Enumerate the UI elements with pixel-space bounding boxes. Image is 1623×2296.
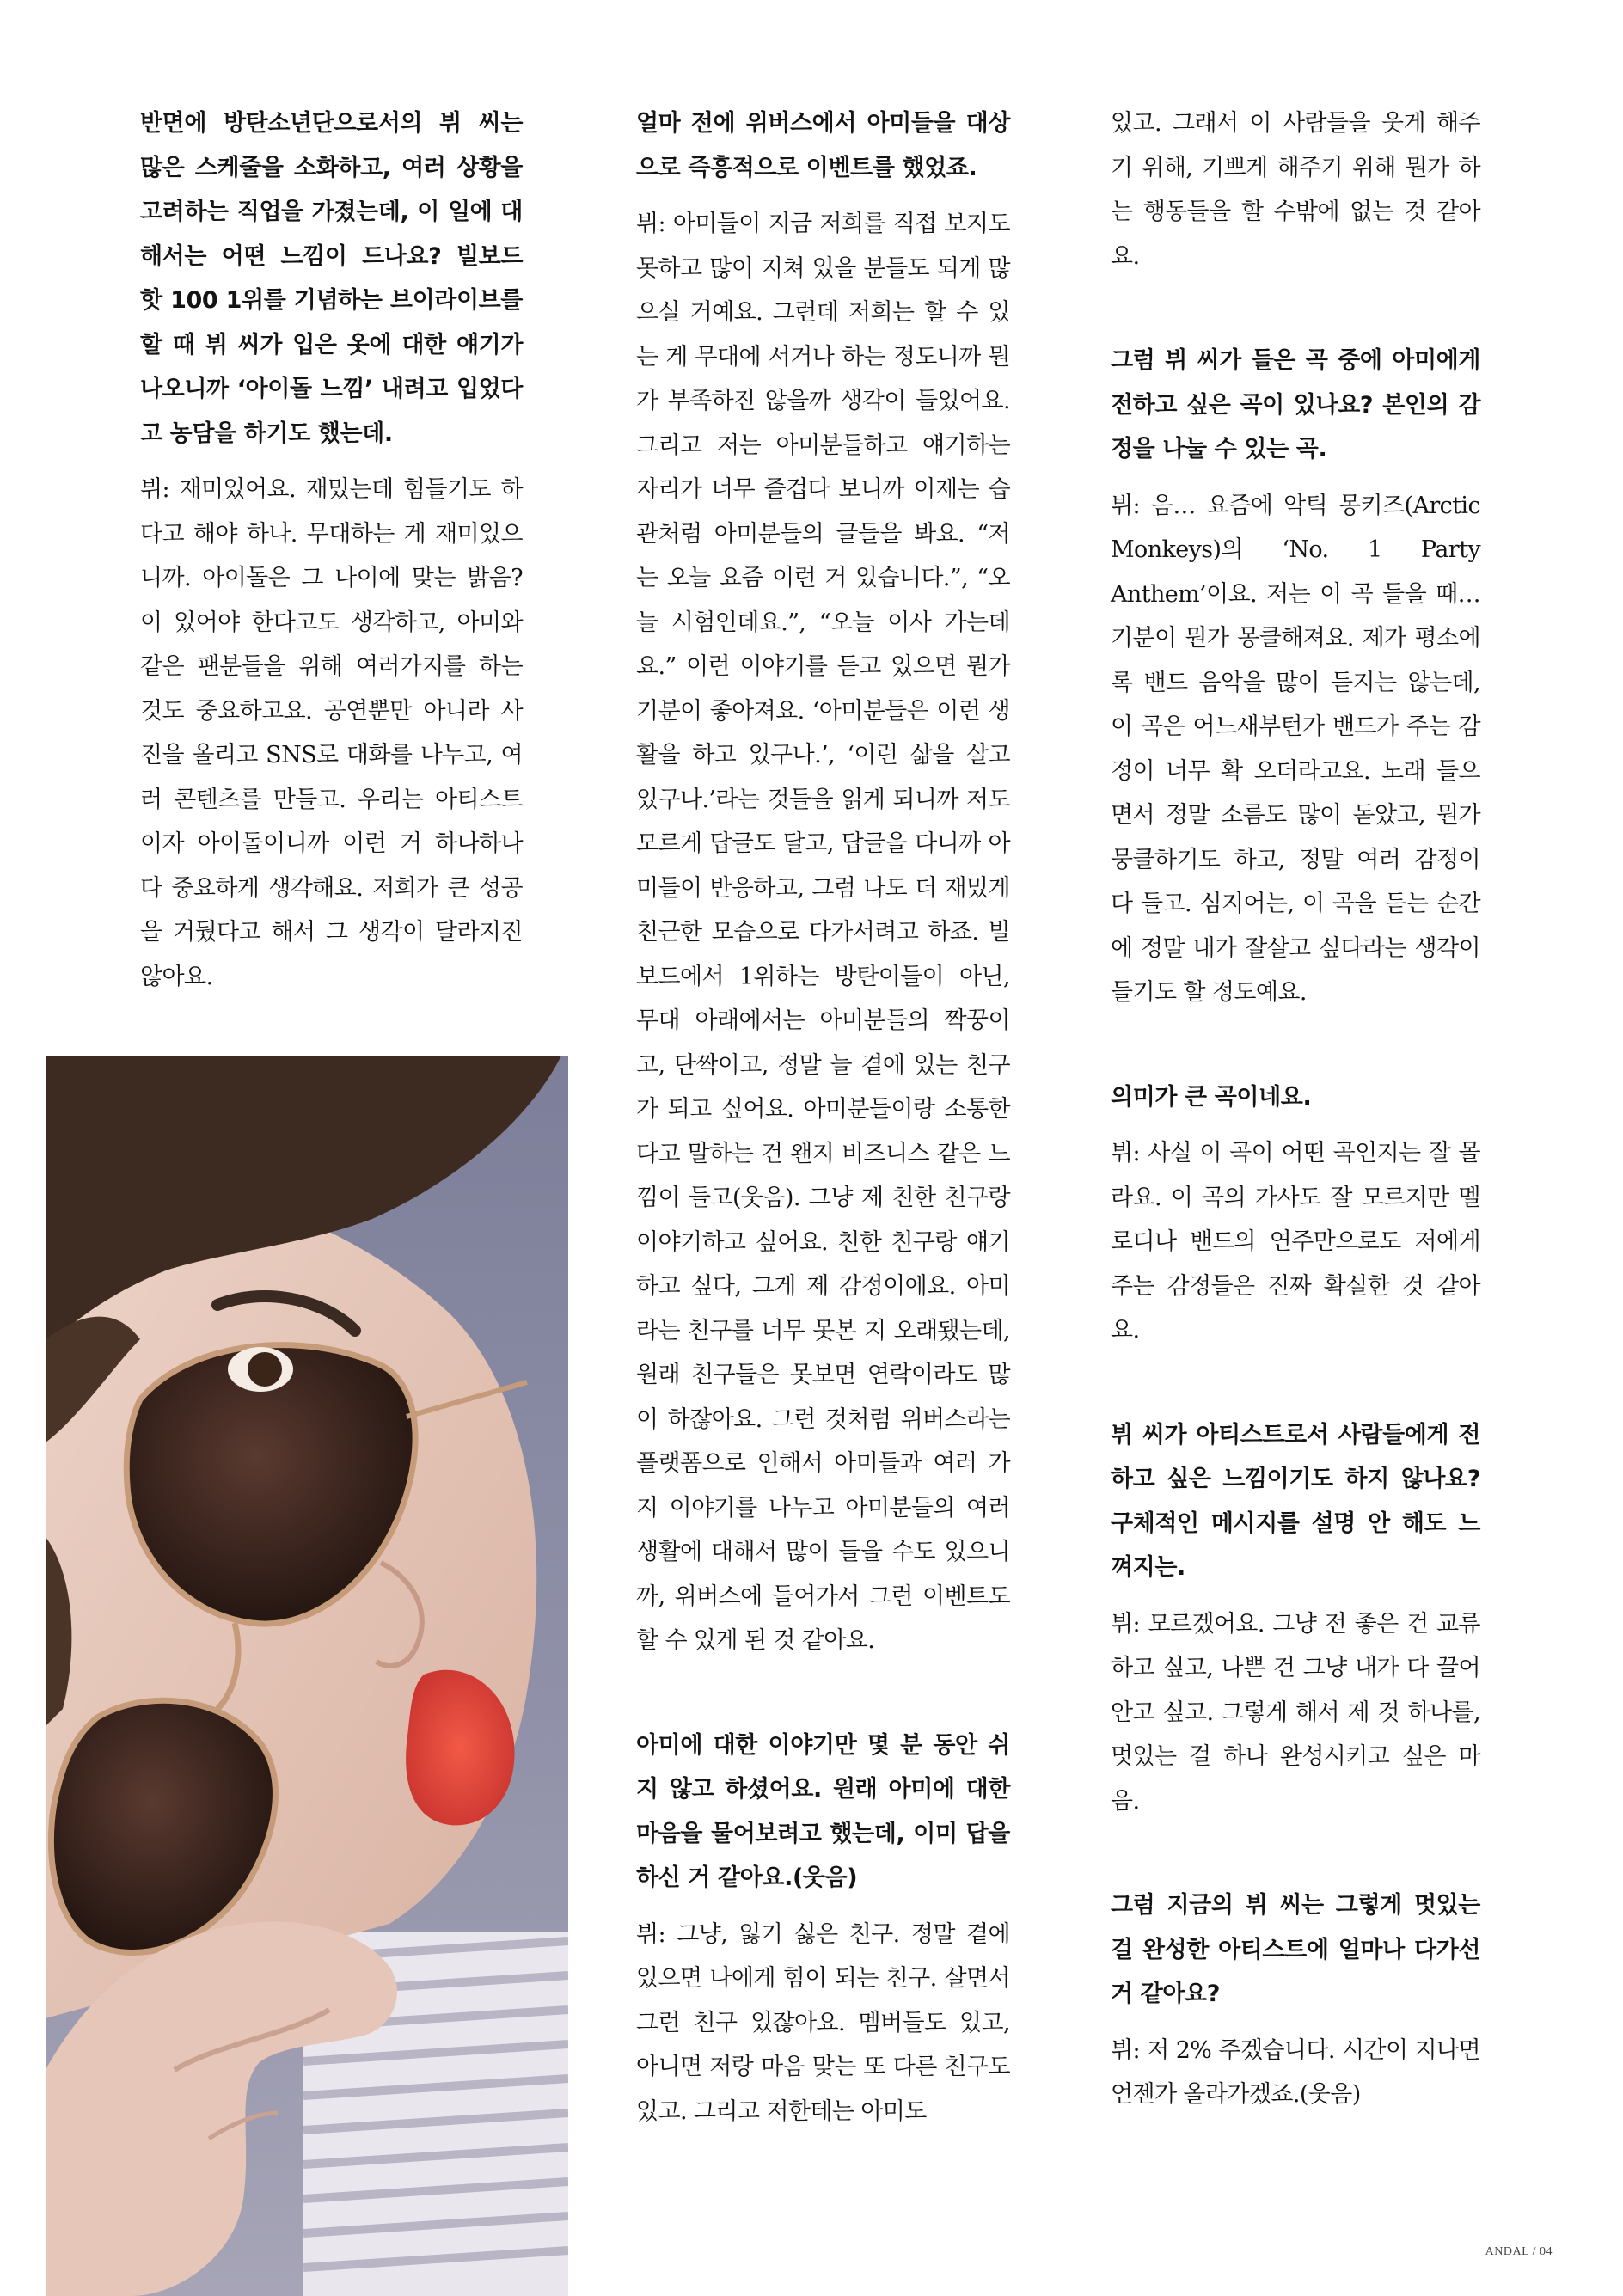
interview-question: 아미에 대한 이야기만 몇 분 동안 쉬지 않고 하셨어요. 원래 아미에 대한 마음을 물어보려고 했는데, 이미 답을 하신 거 같아요.(웃음) (636, 1731, 1010, 1891)
text-column-3 (1111, 101, 1480, 2117)
interview-answer: 뷔: 음… 요즘에 악틱 몽키즈(Arctic Monkeys)의 ‘No. 1 Party Anthem’이요. 저는 이 곡 들을 때… 기분이 뭔가 몽클해져요. 제가 평소에 록 밴드 음악을 많이 듣지는 않는데, 이 곡은 어느새부턴가 밴드가 주는 감정이 너무 확 오더라고요. 노래 들으면서 정말 소름도 많이 돋았고, 뭔가 뭉클하기도 하고, 정말 여러 감정이 다 들고. 심지어는, 이 곡을 듣는 순간에 정말 내가 잘살고 싶다라는 생각이 들기도 할 정도예요. (1111, 492, 1480, 1006)
interview-answer: 있고. 그래서 이 사람들을 웃게 해주기 위해, 기쁘게 해주기 위해 뭔가 하는 행동들을 할 수밖에 없는 것 같아요. (1111, 110, 1480, 270)
page-folio: ANDAL / 04 (1485, 2245, 1553, 2258)
interview-answer: 뷔: 재미있어요. 재밌는데 힘들기도 하다고 해야 하나. 무대하는 게 재미있으니까. 아이돌은 그 나이에 맞는 밝음? 이 있어야 한다고도 생각하고, 아미와 같은 팬분들을 위해 여러가지를 하는 것도 중요하고요. 공연뿐만 아니라 사진을 올리고 SNS로 대화를 나누고, 여러 콘텐츠를 만들고. 우리는 아티스트이자 아이돌이니까 이런 거 하나하나 다 중요하게 생각해요. 저희가 큰 성공을 거뒀다고 해서 그 생각이 달라지진 않아요. (140, 476, 523, 990)
interview-answer: 뷔: 아미들이 지금 저희를 직접 보지도 못하고 많이 지쳐 있을 분들도 되게 많으실 거예요. 그런데 저희는 할 수 있는 게 무대에 서거나 하는 정도니까 뭔가 부족하진 않을까 생각이 들었어요. 그리고 저는 아미분들하고 얘기하는 자리가 너무 즐겁다 보니까 이제는 습관처럼 아미분들의 글들을 봐요. “저는 오늘 요즘 이런 거 있습니다.”, “오늘 시험인데요.”, “오늘 이사 가는데요.” 이런 이야기를 듣고 있으면 뭔가 기분이 좋아져요. ‘아미분들은 이런 생활을 하고 있구나.’, ‘이런 삶을 살고 있구나.’라는 것들을 읽게 되니까 저도 모르게 답글도 달고, 답글을 다니까 아미들이 반응하고, 그럼 나도 더 재밌게 친근한 모습으로 다가서려고 하죠. 빌보드에서 1위하는 방탄이들이 아닌, 무대 아래에서는 아미분들의 짝꿍이고, 단짝이고, 정말 늘 곁에 있는 친구가 되고 싶어요. 아미분들이랑 소통한다고 말하는 건 왠지 비즈니스 같은 느낌이 들고(웃음). 그냥 제 친한 친구랑 이야기하고 싶어요. 친한 친구랑 얘기하고 싶다, 그게 제 감정이에요. 아미라는 친구를 너무 못본 지 오래됐는데, 원래 친구들은 못보면 연락이라도 많이 하잖아요. 그런 것처럼 위버스라는 플랫폼으로 인해서 아미들과 여러 가지 이야기를 나누고 아미분들의 여러 생활에 대해서 많이 들을 수도 있으니까, 위버스에 들어가서 그런 이벤트도 할 수 있게 된 것 같아요. (636, 211, 1010, 1654)
text-column-2 (636, 101, 1010, 2134)
interview-question: 그럼 뷔 씨가 들은 곡 중에 아미에게 전하고 싶은 곡이 있나요? 본인의 감정을 나눌 수 있는 곡. (1111, 347, 1480, 462)
interview-question: 의미가 큰 곡이네요. (1111, 1083, 1312, 1111)
interview-question: 그럼 지금의 뷔 씨는 그렇게 멋있는 걸 완성한 아티스트에 얼마나 다가선 거 같아요? (1111, 1892, 1480, 2007)
interview-answer: 뷔: 저 2% 주겠습니다. 시간이 지나면 언젠가 올라가겠죠.(웃음) (1111, 2036, 1480, 2108)
portrait-illustration (46, 1056, 568, 2296)
portrait-photo (46, 1056, 568, 2296)
interview-answer: 뷔: 사실 이 곡이 어떤 곡인지는 잘 몰라요. 이 곡의 가사도 잘 모르지만 멜로디나 밴드의 연주만으로도 저에게 주는 감정들은 진짜 확실한 것 같아요. (1111, 1140, 1480, 1344)
interview-question: 얼마 전에 위버스에서 아미들을 대상으로 즉흥적으로 이벤트를 했었죠. (636, 110, 1010, 181)
interview-answer: 뷔: 모르겠어요. 그냥 전 좋은 건 교류하고 싶고, 나쁜 건 그냥 내가 다 끌어안고 싶고. 그렇게 해서 제 것 하나를, 멋있는 걸 하나 완성시키고 싶은 마음. (1111, 1610, 1480, 1815)
interview-answer: 뷔: 그냥, 잃기 싫은 친구. 정말 곁에 있으면 나에게 힘이 되는 친구. 살면서 그런 친구 있잖아요. 멤버들도 있고, 아니면 저랑 마음 맞는 또 다른 친구도 있고. 그리고 저한테는 아미도 (636, 1920, 1010, 2125)
interview-question: 반면에 방탄소년단으로서의 뷔 씨는 많은 스케줄을 소화하고, 여러 상황을 고려하는 직업을 가졌는데, 이 일에 대해서는 어떤 느낌이 드나요? 빌보드 핫 100 1위를 기념하는 브이라이브를 할 때 뷔 씨가 입은 옷에 대한 얘기가 나오니까 ‘아이돌 느낌’ 내려고 입었다고 농담을 하기도 했는데. (140, 110, 523, 447)
interview-question: 뷔 씨가 아티스트로서 사람들에게 전하고 싶은 느낌이기도 하지 않나요? 구체적인 메시지를 설명 안 해도 느껴지는. (1111, 1421, 1480, 1581)
text-column-1 (140, 101, 523, 999)
